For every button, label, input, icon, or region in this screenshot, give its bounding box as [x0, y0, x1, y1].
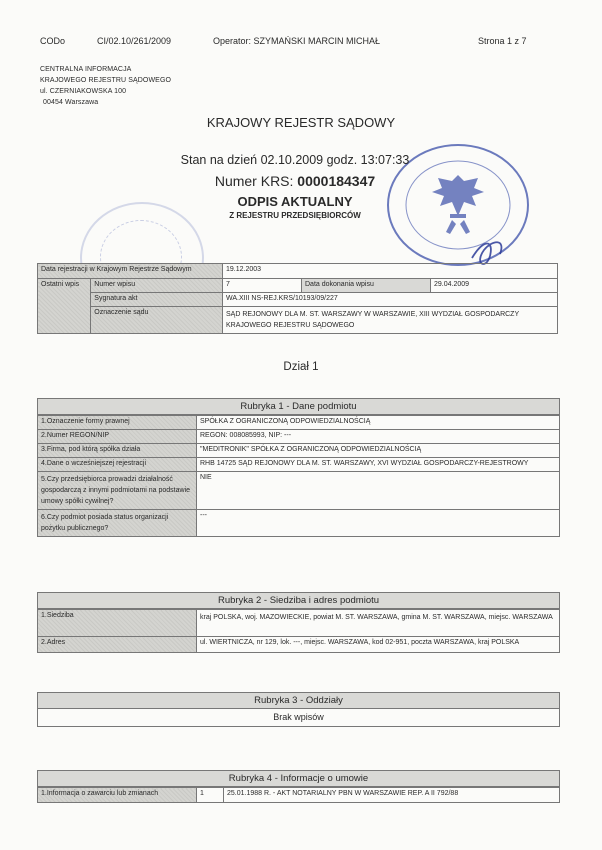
rubryka-1 — [37, 398, 560, 537]
row-value: kraj POLSKA, woj. MAZOWIECKIE, powiat M. ST. WARSZAWA, gmina M. ST. WARSZAWA, miejsc. WARSZAWA — [197, 610, 560, 637]
row-value: "MEDITRONIK" SPÓŁKA Z OGRANICZONĄ ODPOWIEDZIALNOŚCIĄ — [197, 444, 560, 458]
rubryka-4-title: Rubryka 4 - Informacje o umowie — [38, 771, 559, 787]
row-value: 25.01.1988 R. - AKT NOTARIALNY PBN W WARSZAWIE REP. A II 792/88 — [224, 788, 560, 803]
issuer-line: 00454 Warszawa — [43, 99, 99, 106]
row-label: 1.Informacja o zawarciu lub zmianach — [38, 788, 197, 803]
table-row — [38, 444, 559, 458]
table-row — [38, 610, 559, 637]
table-row — [38, 472, 559, 510]
krs-label: Numer KRS: — [214, 173, 294, 189]
table-row — [38, 264, 558, 279]
issuer-line: ul. CZERNIAKOWSKA 100 — [40, 88, 127, 95]
row-label: 1.Siedziba — [38, 610, 197, 637]
row-value: RHB 14725 SĄD REJONOWY DLA M. ST. WARSZAWY, XVI WYDZIAŁ GOSPODARCZY-REJESTROWY — [197, 458, 560, 472]
entry-date-label: Data dokonania wpisu — [302, 279, 431, 293]
krs-number: 0000184347 — [297, 173, 376, 189]
rubryka-2-title: Rubryka 2 - Siedziba i adres podmiotu — [38, 593, 559, 609]
rubryka-4 — [37, 770, 560, 803]
signature-value: WA.XIII NS-REJ.KRS/10193/09/227 — [223, 293, 558, 307]
row-label: 3.Firma, pod którą spółka działa — [38, 444, 197, 458]
row-value: REGON: 008085993, NIP: --- — [197, 430, 560, 444]
rubryka-2 — [37, 592, 560, 653]
issuer-line: CENTRALNA INFORMACJA — [40, 66, 132, 73]
court-label: Oznaczenie sądu — [91, 307, 223, 334]
rubryka-2-table — [38, 609, 559, 652]
header-code: CODo — [40, 36, 66, 46]
row-value: ul. WIERTNICZA, nr 129, lok. ---, miejsc. WARSZAWA, kod 02-951, poczta WARSZAWA, kraj POLSKA — [197, 637, 560, 653]
table-row — [38, 430, 559, 444]
table-row — [38, 416, 559, 430]
page-title: KRAJOWY REJESTR SĄDOWY — [206, 115, 396, 130]
row-label: 1.Oznaczenie formy prawnej — [38, 416, 197, 430]
table-row — [38, 279, 558, 293]
status-line: Stan na dzień 02.10.2009 godz. 13:07:33 — [180, 153, 410, 167]
header-doc-number: CI/02.10/261/2009 — [97, 36, 172, 46]
table-row — [38, 510, 559, 537]
section-title: Dział 1 — [283, 361, 319, 373]
last-entry-label: Ostatni wpis — [38, 279, 91, 334]
registration-date-value: 19.12.2003 — [223, 264, 558, 279]
register-name: Z REJESTRU PRZEDSIĘBIORCÓW — [229, 211, 361, 220]
table-row — [38, 307, 558, 334]
rubryka-3-title: Rubryka 3 - Oddziały — [38, 693, 559, 709]
issuer-address — [40, 64, 171, 108]
entry-date-value: 29.04.2009 — [431, 279, 558, 293]
registration-date-label: Data rejestracji w Krajowym Rejestrze Sądowym — [38, 264, 223, 279]
row-label: 4.Dane o wcześniejszej rejestracji — [38, 458, 197, 472]
header-page: Strona 1 z 7 — [478, 36, 527, 46]
table-row — [38, 458, 559, 472]
entry-number-value: 7 — [223, 279, 302, 293]
signature-label: Sygnatura akt — [91, 293, 223, 307]
row-value: --- — [197, 510, 560, 537]
registration-table — [37, 263, 558, 334]
rubryka-1-title: Rubryka 1 - Dane podmiotu — [38, 399, 559, 415]
row-label: 6.Czy podmiot posiada status organizacji pożytku publicznego? — [38, 510, 197, 537]
row-number: 1 — [197, 788, 224, 803]
header-operator: Operator: SZYMAŃSKI MARCIN MICHAŁ — [213, 36, 381, 46]
issuer-line: KRAJOWEGO REJESTRU SĄDOWEGO — [40, 77, 172, 84]
table-row — [38, 293, 558, 307]
rubryka-4-table — [38, 787, 559, 802]
row-label: 2.Numer REGON/NIP — [38, 430, 197, 444]
table-row — [38, 788, 559, 803]
row-label: 2.Adres — [38, 637, 197, 653]
table-row — [38, 637, 559, 653]
empty-state: Brak wpisów — [38, 709, 559, 726]
rubryka-1-table — [38, 415, 559, 536]
row-value: NIE — [197, 472, 560, 510]
document-type: ODPIS AKTUALNY — [237, 194, 353, 209]
eagle-emblem-icon — [432, 175, 484, 234]
rubryka-3 — [37, 692, 560, 727]
row-label: 5.Czy przedsiębiorca prowadzi działalność gospodarczą z innymi podmiotami na podstawie umowy spółki cywilnej? — [38, 472, 197, 510]
entry-number-label: Numer wpisu — [91, 279, 223, 293]
row-value: SPÓŁKA Z OGRANICZONĄ ODPOWIEDZIALNOŚCIĄ — [197, 416, 560, 430]
krs-number-line — [170, 173, 420, 189]
court-value: SĄD REJONOWY DLA M. ST. WARSZAWY W WARSZAWIE, XIII WYDZIAŁ GOSPODARCZY KRAJOWEGO REJESTRU SĄDOWEGO — [223, 307, 558, 334]
